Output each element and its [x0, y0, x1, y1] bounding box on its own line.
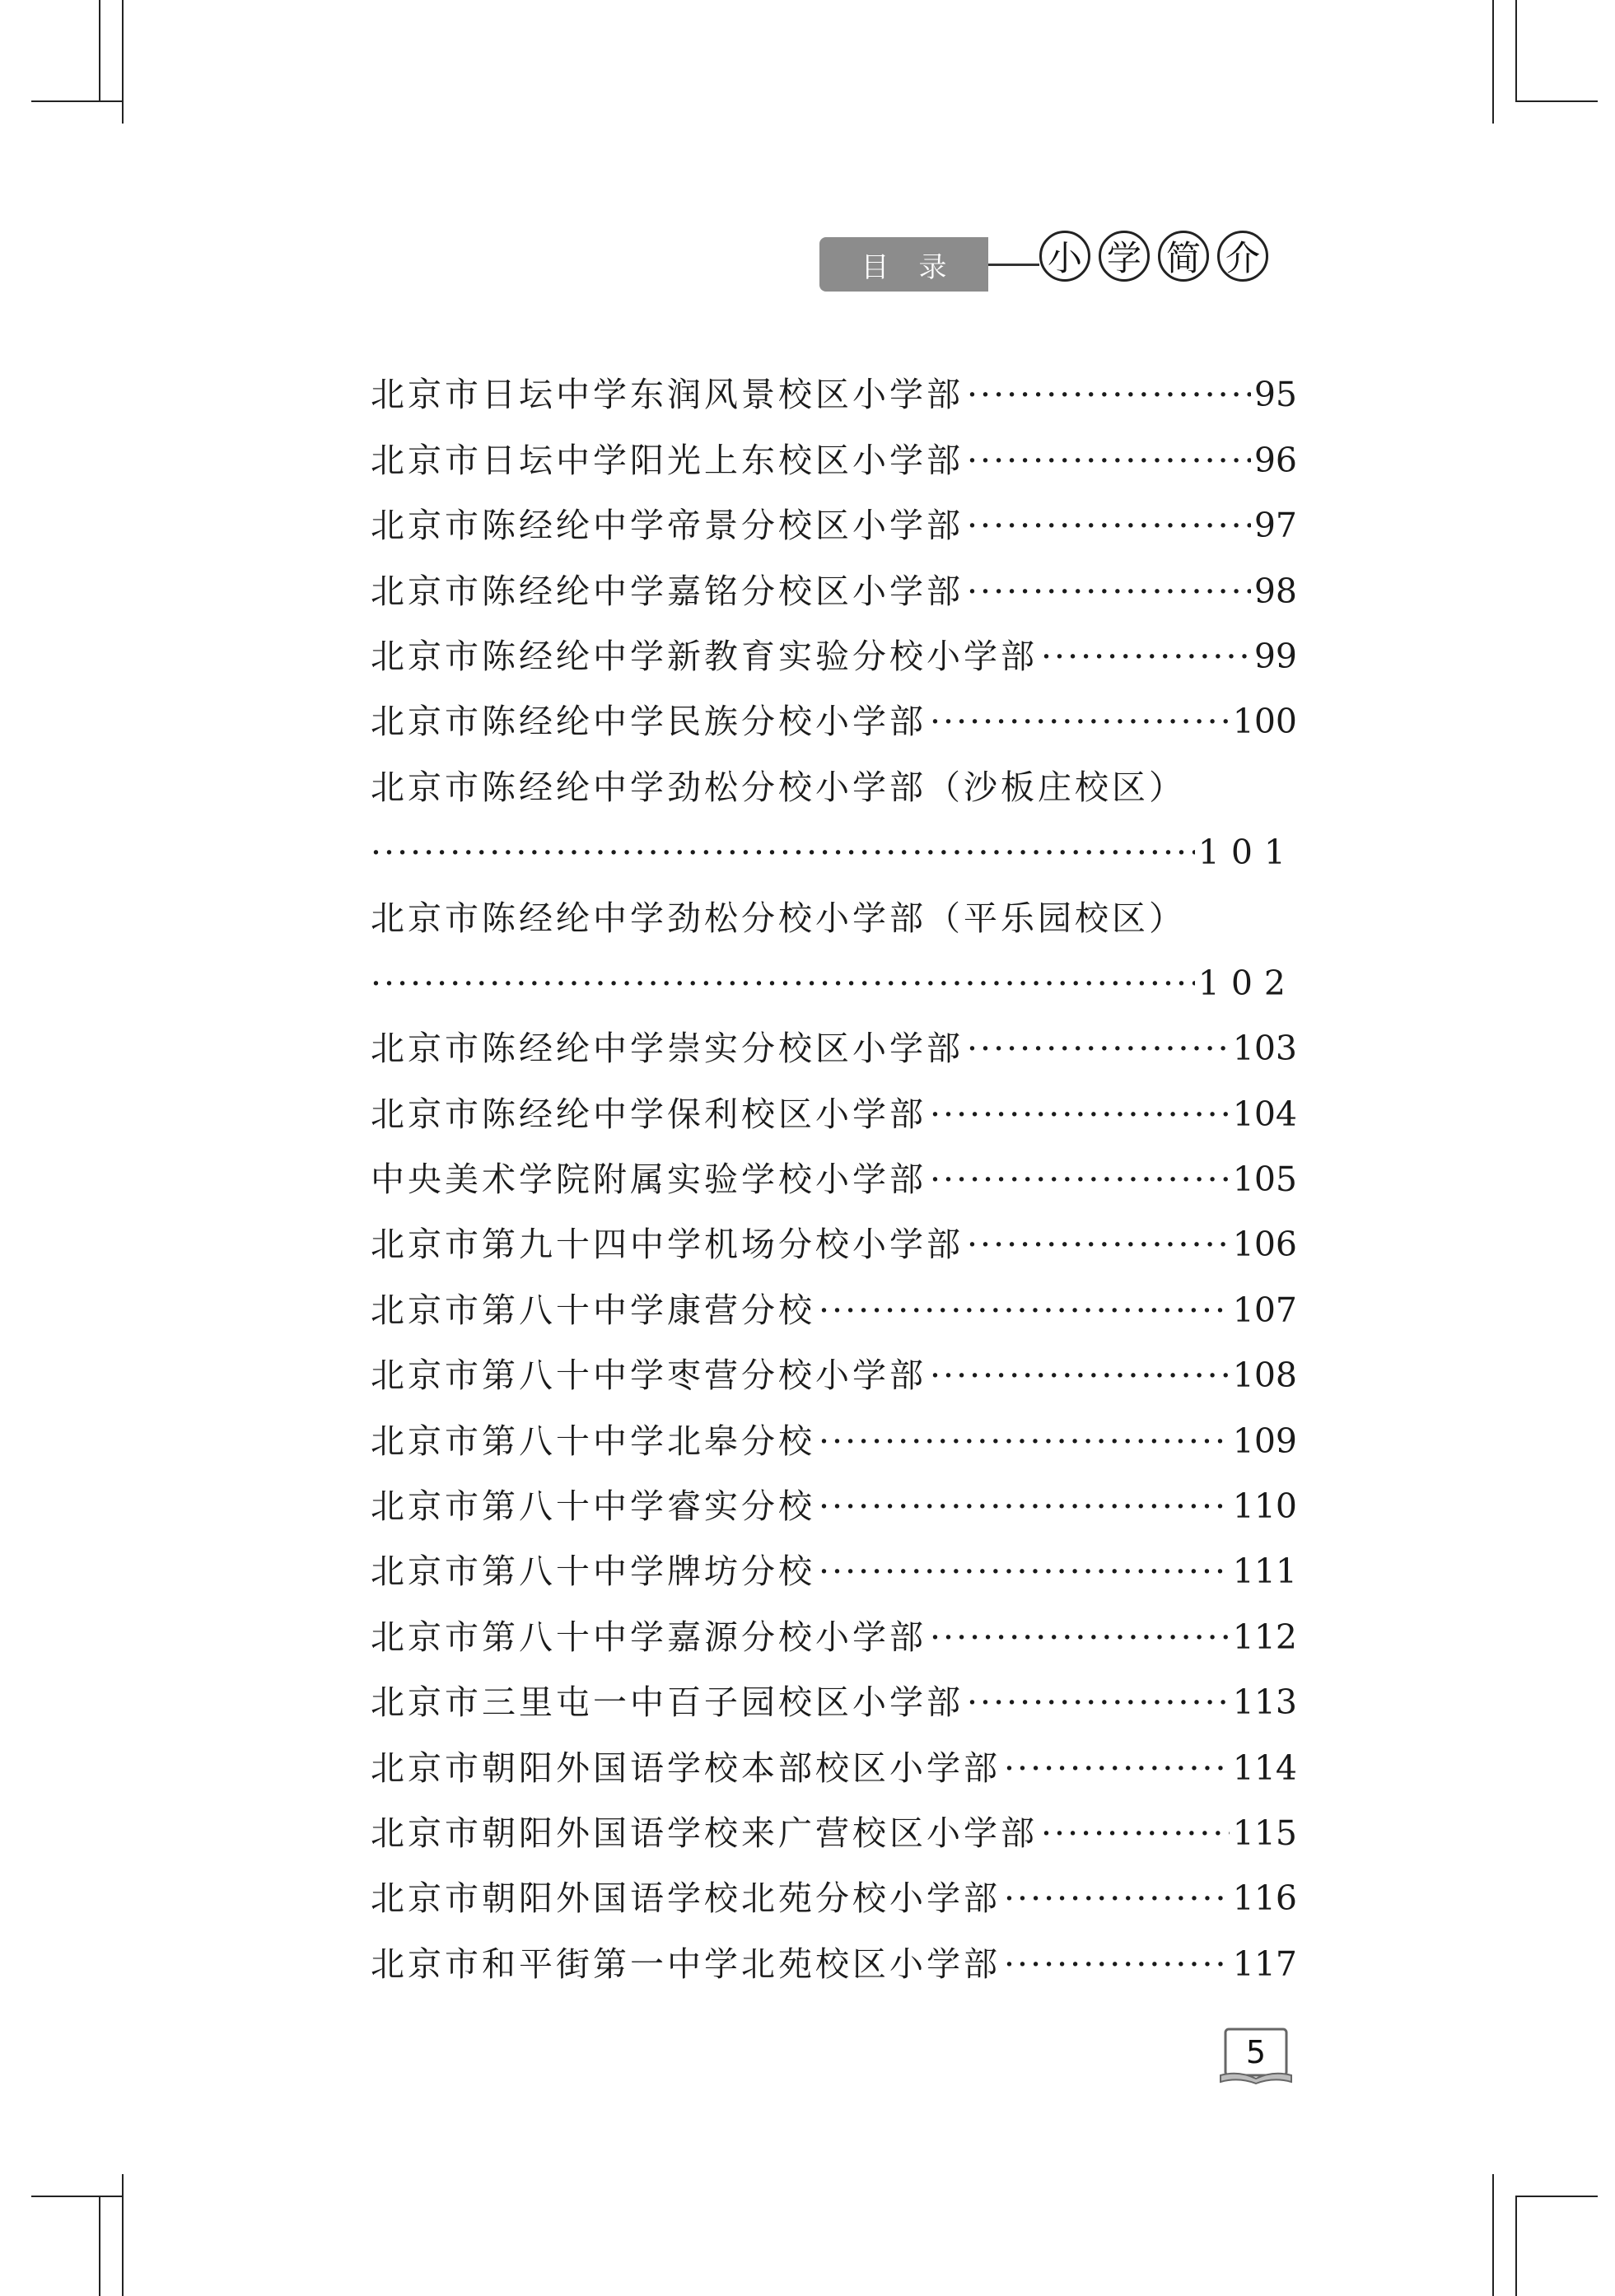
toc-entry-page: 108 [1232, 1356, 1297, 1396]
dot-leader [930, 1343, 1230, 1408]
toc-entry-title: 北京市第八十中学康营分校 [371, 1290, 815, 1330]
toc-entry-title: 北京市陈经纶中学帝景分校区小学部 [371, 506, 964, 546]
toc-entry-page: 104 [1232, 1094, 1297, 1134]
toc-entry[interactable] [371, 624, 1297, 689]
dot-leader [930, 1147, 1230, 1212]
series-char: 学 [1099, 231, 1150, 282]
toc-entry[interactable] [371, 362, 1297, 427]
dot-leader [819, 1474, 1230, 1539]
dot-leader [930, 1082, 1230, 1147]
toc-entry[interactable] [371, 1212, 1297, 1277]
dot-leader [819, 1409, 1230, 1474]
series-char: 简 [1158, 231, 1209, 282]
series-char: 小 [1039, 231, 1090, 282]
dot-leader [967, 493, 1251, 558]
series-char: 介 [1217, 231, 1268, 282]
series-title [1039, 231, 1268, 282]
toc-entry-page: 102 [1197, 963, 1297, 1003]
toc-entry[interactable] [371, 1931, 1297, 1996]
crop-mark-top-right-v2 [1515, 0, 1517, 100]
toc-entry-page: 106 [1232, 1225, 1297, 1265]
toc-entry[interactable] [371, 1866, 1297, 1931]
toc-header-tag: 目录 [819, 237, 988, 292]
crop-mark-top-right-h [1515, 100, 1598, 102]
toc-entry-page: 109 [1232, 1421, 1297, 1461]
toc-entry-title: 北京市陈经纶中学劲松分校小学部（沙板庄校区） [371, 767, 1186, 807]
toc-entry-title: 北京市朝阳外国语学校来广营校区小学部 [371, 1813, 1038, 1853]
dot-leader [967, 1670, 1230, 1735]
toc-entry-title: 北京市陈经纶中学崇实分校区小学部 [371, 1029, 964, 1069]
dot-leader [1041, 624, 1251, 689]
toc-entry-title: 北京市陈经纶中学新教育实验分校小学部 [371, 636, 1038, 676]
toc-entry-title: 北京市第八十中学北皋分校 [371, 1421, 815, 1461]
toc-entry-title: 北京市陈经纶中学劲松分校小学部（平乐园校区） [371, 898, 1186, 938]
crop-mark-bottom-right-v2 [1515, 2196, 1517, 2296]
toc-entry[interactable] [371, 754, 1297, 819]
dot-leader [967, 1016, 1230, 1081]
toc-entry-page: 101 [1197, 833, 1297, 873]
toc-entry-title: 北京市陈经纶中学民族分校小学部 [371, 702, 927, 742]
toc-entry-title: 北京市陈经纶中学嘉铭分校区小学部 [371, 571, 964, 611]
toc-entry-page: 99 [1253, 636, 1297, 676]
dot-leader [967, 428, 1251, 493]
toc-entry-page: 95 [1253, 375, 1297, 415]
toc-entry-title: 北京市和平街第一中学北苑校区小学部 [371, 1944, 1001, 1984]
toc-entry-page: 100 [1232, 702, 1297, 742]
toc-entry[interactable] [371, 1081, 1297, 1146]
toc-entry-page: 96 [1253, 440, 1297, 480]
toc-entry-title: 中央美术学院附属实验学校小学部 [371, 1160, 927, 1200]
toc-entry[interactable] [371, 1016, 1297, 1081]
toc-entry-page: 103 [1232, 1029, 1297, 1069]
dot-leader [930, 689, 1230, 754]
crop-mark-bottom-left-v2 [99, 2196, 100, 2296]
dot-leader [967, 362, 1251, 427]
crop-mark-top-left-v2 [99, 0, 100, 100]
page-number: 5 [1245, 2034, 1267, 2070]
toc-entry[interactable] [371, 1343, 1297, 1408]
dot-leader [967, 559, 1251, 624]
toc-entry-title: 北京市第八十中学嘉源分校小学部 [371, 1617, 927, 1657]
toc-entry-page: 113 [1232, 1682, 1297, 1723]
toc-entry[interactable] [371, 1474, 1297, 1539]
toc-entry[interactable] [371, 1801, 1297, 1866]
toc-entry-page: 114 [1232, 1748, 1297, 1788]
crop-mark-top-left-h [31, 100, 122, 102]
dot-leader [930, 1605, 1230, 1670]
dot-leader [1004, 1866, 1230, 1931]
toc-entry[interactable] [371, 427, 1297, 492]
crop-mark-top-right-v [1492, 0, 1494, 124]
toc-entry[interactable] [371, 1735, 1297, 1800]
toc-entry[interactable] [371, 493, 1297, 558]
toc-entry[interactable] [371, 1604, 1297, 1669]
page-number-badge [1219, 2028, 1293, 2085]
dot-leader [967, 1212, 1230, 1277]
toc-entry-title: 北京市第八十中学枣营分校小学部 [371, 1356, 927, 1396]
dot-leader [819, 1539, 1230, 1604]
toc-entry-title: 北京市日坛中学阳光上东校区小学部 [371, 440, 964, 480]
toc-entry[interactable] [371, 1277, 1297, 1342]
toc-entry-page: 115 [1232, 1813, 1297, 1853]
toc-entry-page: 116 [1232, 1878, 1297, 1919]
toc-entry-title: 北京市朝阳外国语学校本部校区小学部 [371, 1748, 1001, 1788]
dot-leader [371, 820, 1195, 885]
toc-entry-page: 105 [1232, 1160, 1297, 1200]
toc-entry[interactable] [371, 689, 1297, 754]
dot-leader [1004, 1736, 1230, 1801]
toc-entry[interactable] [371, 1408, 1297, 1473]
crop-mark-bottom-left-v [122, 2174, 124, 2296]
toc-entry-title: 北京市三里屯一中百子园校区小学部 [371, 1682, 964, 1723]
toc-entry-title: 北京市第八十中学睿实分校 [371, 1486, 815, 1527]
toc-entry-page: 97 [1253, 506, 1297, 546]
toc-entry[interactable] [371, 1539, 1297, 1604]
toc-entry[interactable] [371, 1670, 1297, 1735]
toc-entry-title: 北京市第九十四中学机场分校小学部 [371, 1225, 964, 1265]
toc-entry[interactable] [371, 885, 1297, 950]
dot-leader [819, 1278, 1230, 1343]
toc-entry-page: 110 [1232, 1486, 1297, 1527]
table-of-contents [371, 362, 1297, 1997]
toc-entry[interactable] [371, 1147, 1297, 1212]
toc-entry-page: 112 [1232, 1617, 1297, 1657]
toc-entry-page: 117 [1232, 1944, 1297, 1984]
toc-entry-page: 107 [1232, 1290, 1297, 1330]
toc-entry-title: 北京市日坛中学东润风景校区小学部 [371, 375, 964, 415]
crop-mark-bottom-right-v [1492, 2174, 1494, 2296]
toc-entry-continuation[interactable] [371, 951, 1297, 1016]
toc-entry-title: 北京市陈经纶中学保利校区小学部 [371, 1094, 927, 1134]
crop-mark-top-left-v [122, 0, 124, 124]
dot-leader [371, 951, 1195, 1016]
dot-leader [1004, 1932, 1230, 1997]
toc-entry-page: 111 [1232, 1552, 1297, 1592]
toc-entry-continuation[interactable] [371, 820, 1297, 885]
toc-entry-title: 北京市第八十中学牌坊分校 [371, 1552, 815, 1592]
crop-mark-bottom-left-h [31, 2196, 122, 2197]
toc-entry-page: 98 [1253, 571, 1297, 611]
header-connector-line [988, 264, 1039, 266]
toc-entry[interactable] [371, 558, 1297, 623]
dot-leader [1041, 1801, 1230, 1866]
toc-entry-title: 北京市朝阳外国语学校北苑分校小学部 [371, 1878, 1001, 1919]
crop-mark-bottom-right-h [1515, 2196, 1598, 2197]
